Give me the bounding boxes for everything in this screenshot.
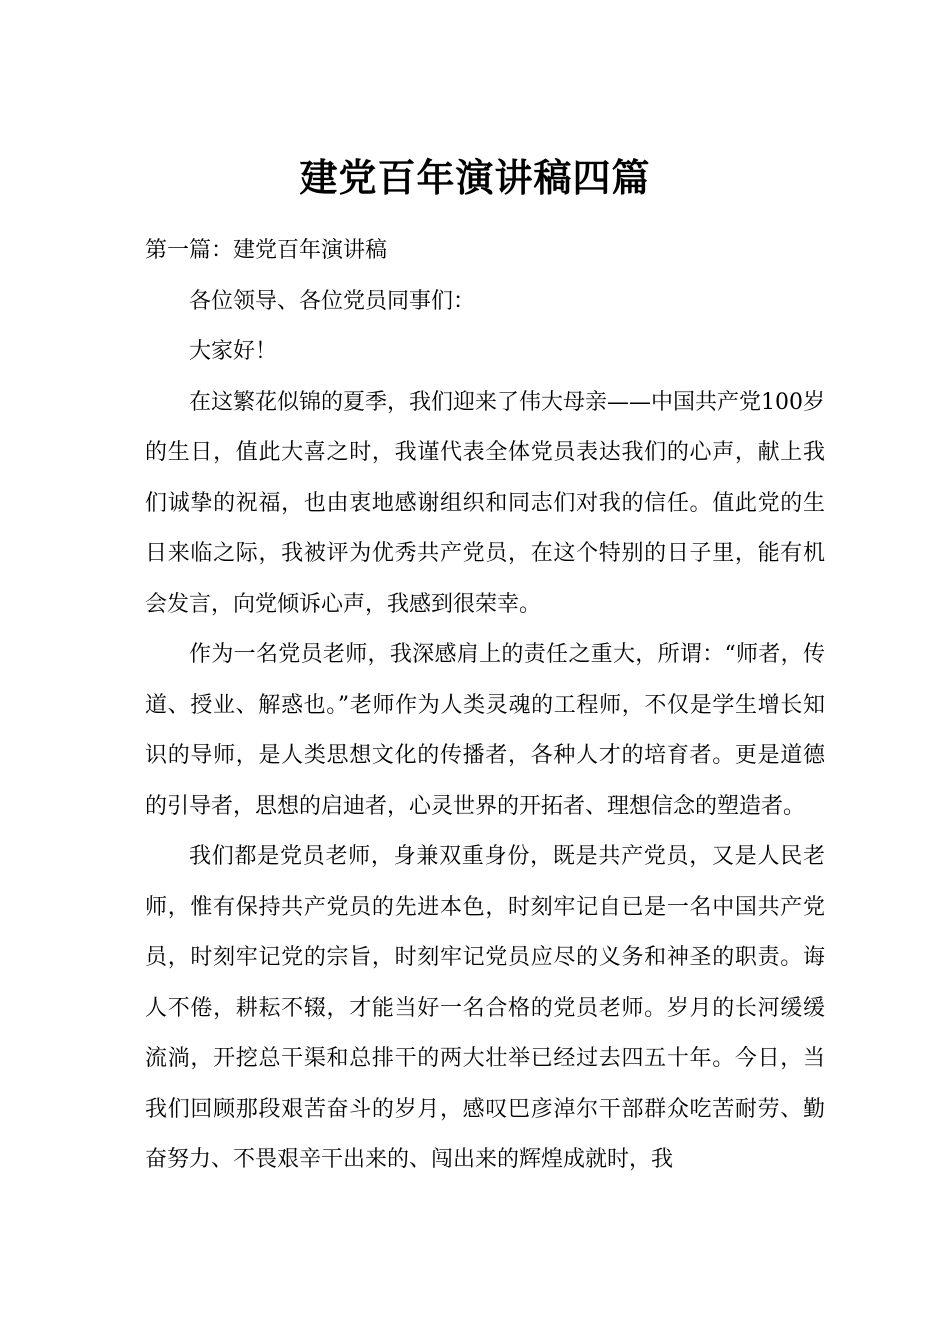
paragraph-1: 在这繁花似锦的夏季，我们迎来了伟大母亲——中国共产党100岁的生日，值此大喜之时，我谨代表全体党员表达我们的心声，献上我们诚挚的祝福，也由衷地感谢组织和同志们对我的信任。值此党的生日来临之际，我被评为优秀共产党员，在这个特别的日子里，能有机会发言，向党倾诉心声，我感到很荣幸。 [145, 389, 825, 617]
document-body [145, 226, 825, 1186]
greeting: 大家好！ [189, 339, 278, 364]
salutation: 各位领导、各位党员同事们： [189, 288, 476, 314]
document-title: 建党百年演讲稿四篇 [299, 156, 651, 201]
section-heading: 第一篇：建党百年演讲稿 [145, 238, 388, 263]
paragraph-3: 我们都是党员老师，身兼双重身份，既是共产党员，又是人民老师，惟有保持共产党员的先进本色，时刻牢记自已是一名中国共产党员，时刻牢记党的宗旨，时刻牢记党员应尽的义务和神圣的职责。诲人不倦，耕耘不辍，才能当好一名合格的党员老师。岁月的长河缓缓流淌，开挖总干渠和总排干的两大壮举已经过去四五十年。今日，当我们回顾那段艰苦奋斗的岁月，感叹巴彦淖尔干部群众吃苦耐劳、勤奋努力、不畏艰辛干出来的、闯出来的辉煌成就时，我 [145, 844, 825, 1172]
paragraph-2: 作为一名党员老师，我深感肩上的责任之重大，所谓：“师者，传道、授业、解惑也。”老师作为人类灵魂的工程师，不仅是学生增长知识的导师，是人类思想文化的传播者，各种人才的培育者。更是道德的引导者，思想的启迪者，心灵世界的开拓者、理想信念的塑造者。 [145, 642, 825, 819]
